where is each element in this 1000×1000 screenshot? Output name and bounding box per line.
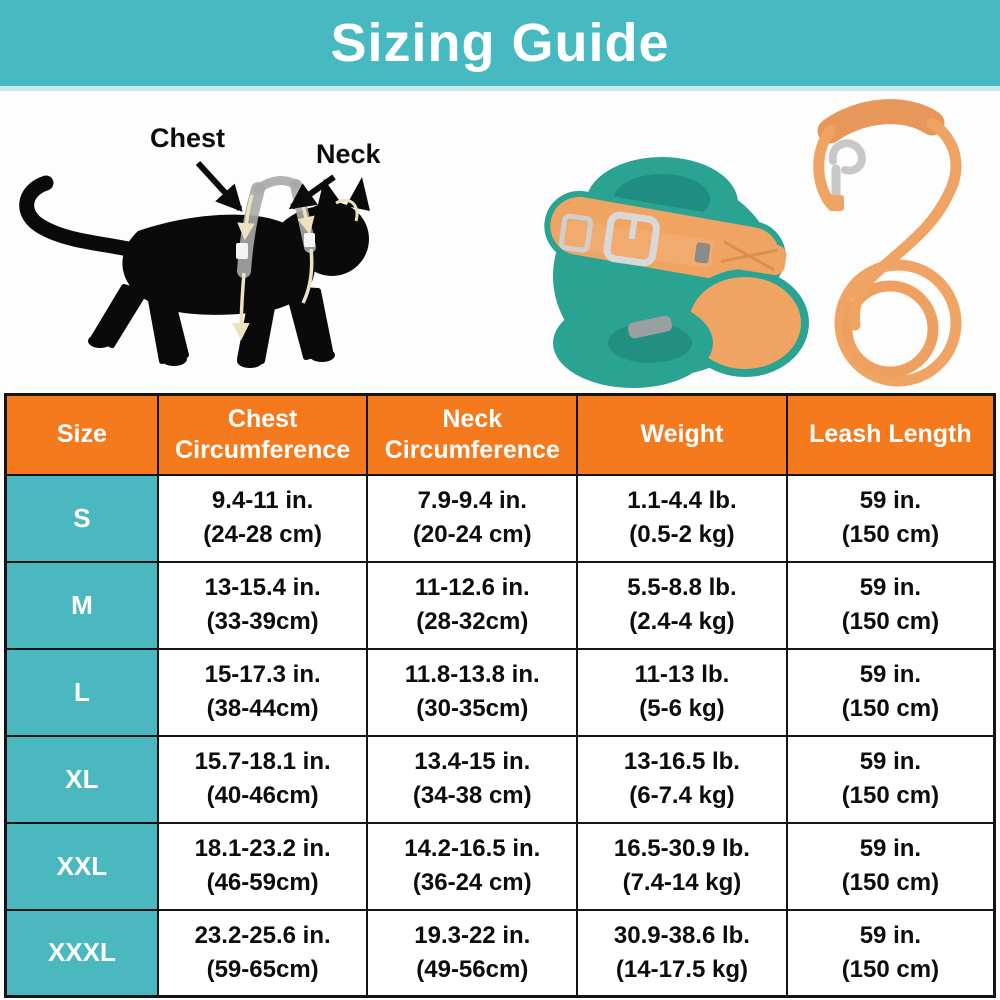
chest-cell: 9.4-11 in. (24-28 cm) — [158, 475, 368, 562]
leash-photo — [819, 112, 956, 381]
neck-cell: 19.3-22 in. (49-56cm) — [367, 910, 577, 997]
size-badge: L — [6, 649, 158, 736]
size-badge: XXXL — [6, 910, 158, 997]
table-row — [6, 823, 995, 910]
col-header-chest: Chest Circumference — [158, 395, 368, 475]
page-title: Sizing Guide — [330, 13, 670, 73]
leash-cell: 59 in. (150 cm) — [787, 910, 995, 997]
leash-cell: 59 in. (150 cm) — [787, 823, 995, 910]
chest-cell: 23.2-25.6 in. (59-65cm) — [158, 910, 368, 997]
table-row — [6, 649, 995, 736]
chest-measure-label: Chest — [150, 123, 226, 153]
title-banner — [0, 0, 1000, 86]
hero-section — [0, 91, 1000, 393]
harness-photo — [542, 157, 805, 388]
weight-cell: 5.5-8.8 lb. (2.4-4 kg) — [577, 562, 787, 649]
table-row — [6, 562, 995, 649]
neck-cell: 11-12.6 in. (28-32cm) — [367, 562, 577, 649]
sizing-table — [4, 393, 996, 998]
product-photos — [500, 91, 1000, 393]
weight-cell: 11-13 lb. (5-6 kg) — [577, 649, 787, 736]
table-header-row — [6, 395, 995, 475]
col-header-neck: Neck Circumference — [367, 395, 577, 475]
chest-cell: 18.1-23.2 in. (46-59cm) — [158, 823, 368, 910]
cat-measurement-diagram — [0, 91, 500, 393]
size-badge: S — [6, 475, 158, 562]
weight-cell: 30.9-38.6 lb. (14-17.5 kg) — [577, 910, 787, 997]
table-row — [6, 475, 995, 562]
leash-cell: 59 in. (150 cm) — [787, 649, 995, 736]
col-header-size: Size — [6, 395, 158, 475]
neck-cell: 13.4-15 in. (34-38 cm) — [367, 736, 577, 823]
sizing-table-wrap — [4, 393, 996, 997]
leash-cell: 59 in. (150 cm) — [787, 562, 995, 649]
leash-cell: 59 in. (150 cm) — [787, 475, 995, 562]
size-badge: XL — [6, 736, 158, 823]
cat-silhouette — [27, 177, 370, 368]
chest-cell: 13-15.4 in. (33-39cm) — [158, 562, 368, 649]
size-badge: M — [6, 562, 158, 649]
chest-cell: 15-17.3 in. (38-44cm) — [158, 649, 368, 736]
size-badge: XXL — [6, 823, 158, 910]
col-header-weight: Weight — [577, 395, 787, 475]
table-row — [6, 910, 995, 997]
weight-cell: 16.5-30.9 lb. (7.4-14 kg) — [577, 823, 787, 910]
neck-cell: 7.9-9.4 in. (20-24 cm) — [367, 475, 577, 562]
weight-cell: 13-16.5 lb. (6-7.4 kg) — [577, 736, 787, 823]
leash-cell: 59 in. (150 cm) — [787, 736, 995, 823]
neck-measure-label: Neck — [316, 139, 381, 169]
col-header-leash: Leash Length — [787, 395, 995, 475]
neck-cell: 14.2-16.5 in. (36-24 cm) — [367, 823, 577, 910]
chest-cell: 15.7-18.1 in. (40-46cm) — [158, 736, 368, 823]
neck-cell: 11.8-13.8 in. (30-35cm) — [367, 649, 577, 736]
chest-arrow-icon — [198, 163, 240, 209]
weight-cell: 1.1-4.4 lb. (0.5-2 kg) — [577, 475, 787, 562]
table-row — [6, 736, 995, 823]
